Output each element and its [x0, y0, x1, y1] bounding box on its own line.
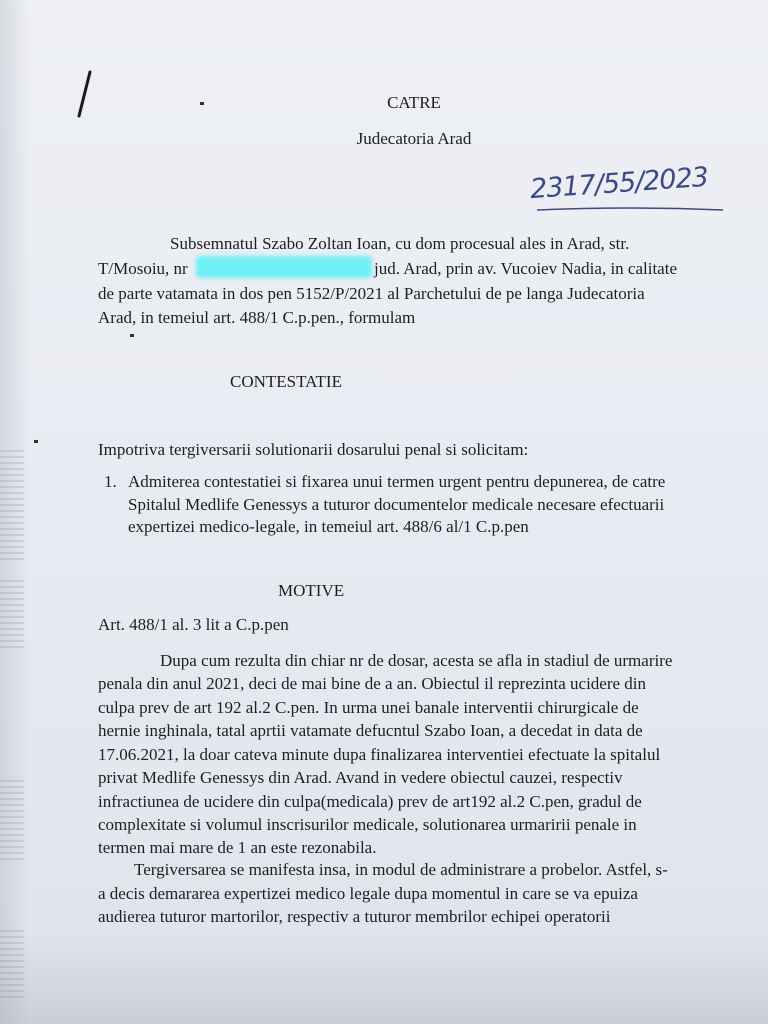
heading-contestatie: CONTESTATIE	[230, 372, 342, 391]
paragraph-2-line-1: Tergiversarea se manifesta insa, in modul de administrare a probelor. Astfel, s-	[134, 860, 668, 879]
intro-line-1: Subsemnatul Szabo Zoltan Ioan, cu dom procesual ales in Arad, str.	[170, 234, 630, 253]
list-item-number: 1.	[104, 472, 117, 491]
punch-marks	[0, 930, 24, 1000]
ink-speck	[130, 334, 134, 337]
paper-shadow-bottom	[0, 934, 768, 1024]
paragraph-1-line-8: complexitate si volumul inscrisurilor medicale, solutionarea urmaririi penale in	[98, 815, 637, 834]
paragraph-1-line-5: 17.06.2021, la doar cateva minute dupa finalizarea interventiei efectuate la spitalul	[98, 745, 661, 764]
list-item-line-1: Admiterea contestatiei si fixarea unui termen urgent pentru depunerea, de catre	[128, 472, 666, 491]
list-item-line-2: Spitalul Medlife Genessys a tuturor documentelor medicale necesare efectuarii	[128, 495, 665, 514]
paragraph-1-line-2: penala din anul 2021, deci de mai bine de a an. Obiectul il reprezinta ucidere din	[98, 674, 647, 693]
paragraph-1-line-9: termen mai mare de 1 an este rezonabila.	[98, 838, 377, 857]
handwritten-underline	[535, 204, 725, 214]
list-item-line-3: expertizei medico-legale, in temeiul art. 488/6 al/1 C.p.pen	[128, 517, 529, 536]
paragraph-2-line-3: audierea tuturor martorilor, respectiv a tuturor membrilor echipei operatorii	[98, 907, 611, 926]
intro-line-2-start: T/Mosoiu, nr	[98, 259, 188, 278]
punch-marks	[0, 780, 24, 860]
paragraph-1-line-4: hernie inghinala, tatal aprtii vatamate defucntul Szabo Ioan, a decedat in data de	[98, 721, 643, 740]
paragraph-1-line-7: infractiunea de ucidere din culpa(medicala) prev de art192 al.2 C.pen, gradul de	[98, 792, 642, 811]
handwritten-slash-mark	[74, 70, 94, 118]
paragraph-2-line-2: a decis demararea expertizei medico legale dupa momentul in care se va epuiza	[98, 884, 638, 903]
redaction-block	[196, 256, 372, 278]
punch-marks	[0, 580, 24, 650]
punch-marks	[0, 450, 24, 560]
court-name: Judecatoria Arad	[356, 129, 472, 148]
paragraph-1-line-3: culpa prev de art 192 al.2 C.pen. In urma unei banale interventii chirurgicale de	[98, 698, 639, 717]
handwritten-file-number: 2317/55/2023	[529, 161, 709, 206]
ink-speck	[200, 102, 204, 105]
intro-line-4: Arad, in temeiul art. 488/1 C.p.pen., formulam	[98, 308, 416, 327]
article-reference: Art. 488/1 al. 3 lit a C.p.pen	[98, 615, 289, 634]
intro-line-3: de parte vatamata in dos pen 5152/P/2021 al Parchetului de pe langa Judecatoria	[98, 284, 645, 303]
heading-motive: MOTIVE	[278, 581, 345, 600]
paragraph-1-line-1: Dupa cum rezulta din chiar nr de dosar, acesta se afla in stadiul de urmarire	[160, 651, 673, 670]
request-intro: Impotriva tergiversarii solutionarii dosarului penal si solicitam:	[98, 440, 529, 459]
document-recipient-title: CATRE	[387, 93, 441, 112]
paragraph-1-line-6: privat Medlife Genessys din Arad. Avand in vedere obiectul cauzei, respectiv	[98, 768, 623, 787]
ink-speck	[34, 440, 38, 443]
intro-line-2-end: jud. Arad, prin av. Vucoiev Nadia, in calitate	[374, 259, 677, 278]
